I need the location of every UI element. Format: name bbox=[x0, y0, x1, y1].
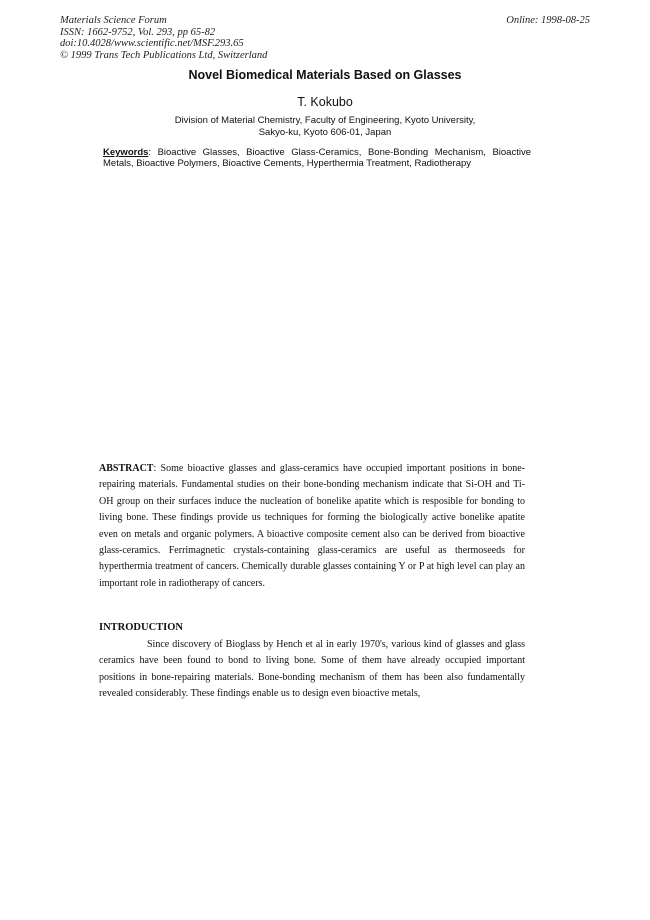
affiliation-line-2: Sakyo-ku, Kyoto 606-01, Japan bbox=[258, 126, 392, 138]
affiliation bbox=[160, 115, 490, 138]
publication-metadata bbox=[60, 15, 267, 61]
abstract-block bbox=[99, 461, 525, 592]
issn-line: ISSN: 1662-9752, Vol. 293, pp 65-82 bbox=[60, 26, 216, 38]
author-name: T. Kokubo bbox=[297, 95, 353, 109]
keywords-block bbox=[103, 147, 531, 169]
paper-title: Novel Biomedical Materials Based on Glasses bbox=[188, 68, 462, 82]
copyright-line: © 1999 Trans Tech Publications Ltd, Switzerland bbox=[60, 49, 268, 61]
journal-name: Materials Science Forum bbox=[60, 15, 167, 26]
online-date: Online: 1998-08-25 bbox=[506, 15, 590, 26]
keywords-label: Keywords bbox=[103, 147, 149, 158]
introduction-heading: INTRODUCTION bbox=[99, 622, 184, 633]
abstract-text: : Some bioactive glasses and glass-ceramics have occupied important positions in bone-repairing materials. Fundamental studies on their bone-bonding mechanism indicate that Si-OH and Ti-OH group on their surfaces induce the nucleation of bonelike apatite which is resposible for bonding to living bone. These findings provide us techniques for forming the biologically active bonelike apatite even on metals and organic polymers. A bioactive composite cement also can be derived from bioactive glass-ceramics. Ferrimagnetic crystals-containing glass-ceramics are useful as thermoseeds for hyperthermia treatment of cancers. Chemically durable glasses containing Y or P at high level can play an important role in radiotherapy of cancers. bbox=[99, 463, 525, 589]
introduction-paragraph: Since discovery of Bioglass by Hench et al in early 1970's, various kind of glasses and glass ceramics have been found to bond to living bone. Some of them have already occupied important positions in bone-repairing materials. Bone-bonding mechanism of them has been also fundamentally revealed considerably. These findings enable us to design even bioactive metals, bbox=[99, 639, 525, 700]
abstract-label: ABSTRACT bbox=[99, 463, 154, 474]
keywords-text: : Bioactive Glasses, Bioactive Glass-Ceramics, Bone-Bonding Mechanism, Bioactive Metals, Bioactive Polymers, Bioactive Cements, Hyperthermia Treatment, Radiotherapy bbox=[103, 147, 531, 169]
affiliation-line-1: Division of Material Chemistry, Faculty of Engineering, Kyoto University, bbox=[174, 115, 476, 126]
doi-line: doi:10.4028/www.scientific.net/MSF.293.65 bbox=[60, 38, 244, 50]
